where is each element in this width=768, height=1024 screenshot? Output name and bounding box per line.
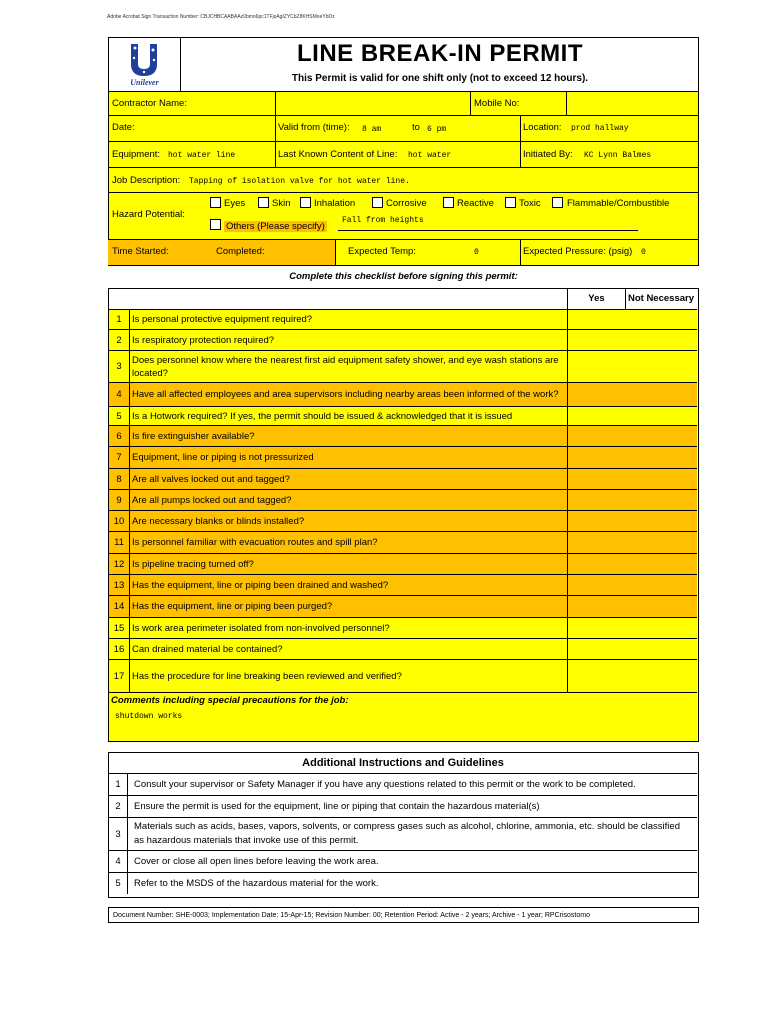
valid-from-label: Valid from (time):: [278, 122, 350, 133]
checklist-number: 5: [109, 407, 130, 425]
page-title: LINE BREAK-IN PERMIT: [297, 40, 583, 67]
completed-label: Completed:: [216, 246, 265, 257]
checklist-question: Is personal protective equipment required?: [130, 310, 567, 329]
checklist-question: Is respiratory protection required?: [130, 330, 567, 350]
checklist-not-necessary-cell[interactable]: [625, 330, 697, 350]
checklist-row: [109, 659, 697, 692]
checklist-number: 15: [109, 618, 130, 638]
checklist-number: 16: [109, 639, 130, 659]
checklist-number: 2: [109, 330, 130, 350]
checklist-question: Are all pumps locked out and tagged?: [130, 490, 567, 510]
checklist-question: Is personnel familiar with evacuation routes and spill plan?: [130, 532, 567, 553]
mobile-no-field[interactable]: [570, 98, 690, 110]
expected-pressure-value[interactable]: 0: [641, 248, 646, 257]
checklist-row: [109, 350, 697, 382]
checklist-number: 10: [109, 511, 130, 531]
checklist-yes-cell[interactable]: [567, 554, 626, 574]
checklist-question: Can drained material be contained?: [130, 639, 567, 659]
instruction-text: Refer to the MSDS of the hazardous material for the work.: [134, 877, 379, 889]
checklist-not-necessary-cell[interactable]: [625, 447, 697, 468]
checklist-yes-cell[interactable]: [567, 447, 626, 468]
instructions-title: Additional Instructions and Guidelines: [302, 757, 504, 769]
column-not-necessary: Not Necessary: [627, 293, 694, 304]
checklist-not-necessary-cell[interactable]: [625, 575, 697, 595]
checklist-not-necessary-cell[interactable]: [625, 554, 697, 574]
checklist-number: 7: [109, 447, 130, 468]
checklist-yes-cell[interactable]: [567, 469, 626, 489]
hazard-corrosive-label: Corrosive: [386, 198, 427, 209]
checklist-question: Does personnel know where the nearest first aid equipment safety shower, and eye wash stations are located?: [130, 351, 567, 382]
expected-temp-label: Expected Temp:: [348, 246, 416, 257]
checklist-not-necessary-cell[interactable]: [625, 618, 697, 638]
checklist-question: Is a Hotwork required? If yes, the permit should be issued & acknowledged that it is issued: [130, 407, 567, 425]
column-yes: Yes: [567, 289, 626, 309]
transaction-number: Adobe Acrobat Sign Transaction Number: CBJCHBCAABAAz0bmo6pc1TFjsAgIZYCbZ8KHSMoeYbDz: [107, 14, 335, 20]
checklist-row: [109, 595, 697, 617]
checklist-row: [109, 446, 697, 468]
hazard-toxic-checkbox[interactable]: [505, 197, 516, 208]
hazard-corrosive-checkbox[interactable]: [372, 197, 383, 208]
checklist-yes-cell[interactable]: [567, 532, 626, 553]
checklist-number: 3: [109, 351, 130, 382]
instruction-text: Consult your supervisor or Safety Manager if you have any questions related to this permit or the work to be completed.: [134, 778, 636, 790]
instruction-text: Ensure the permit is used for the equipment, line or piping that contain the hazardous material(s): [134, 800, 540, 812]
checklist-yes-cell[interactable]: [567, 575, 626, 595]
checklist-yes-cell[interactable]: [567, 511, 626, 531]
time-started-label: Time Started:: [112, 246, 169, 257]
hazard-others-value[interactable]: Fall from heights: [342, 216, 424, 225]
equipment-value[interactable]: hot water line: [168, 151, 236, 160]
checklist-question: Are all valves locked out and tagged?: [130, 469, 567, 489]
valid-to-value[interactable]: 6 pm: [427, 125, 447, 134]
checklist-row: [109, 468, 697, 489]
checklist-yes-cell[interactable]: [567, 330, 626, 350]
checklist-number: 12: [109, 554, 130, 574]
checklist-question: Is pipeline tracing turned off?: [130, 554, 567, 574]
unilever-logo: [109, 38, 181, 91]
instruction-number: 5: [109, 873, 128, 894]
checklist-question: Is work area perimeter isolated from non-involved personnel?: [130, 618, 567, 638]
valid-to-label: to: [412, 122, 420, 133]
instruction-number: 2: [109, 796, 128, 817]
instruction-number: 4: [109, 851, 128, 872]
checklist-number: 6: [109, 426, 130, 446]
document-footer: Document Number: SHE-0003; Implementation Date: 15-Apr-15; Revision Number: 00; Retention Period: Active - 2 years; Archive - 1 year; RPCrisostomo: [108, 907, 699, 923]
checklist-row: [109, 531, 697, 553]
checklist-not-necessary-cell[interactable]: [625, 469, 697, 489]
checklist-not-necessary-cell[interactable]: [625, 407, 697, 425]
checklist-row: [109, 425, 697, 446]
checklist-yes-cell[interactable]: [567, 596, 626, 617]
expected-temp-value[interactable]: 0: [474, 248, 479, 257]
checklist-not-necessary-cell[interactable]: [625, 426, 697, 446]
hazard-flammable-label: Flammable/Combustible: [567, 198, 670, 209]
checklist-row: [109, 489, 697, 510]
checklist-question: Has the equipment, line or piping been drained and washed?: [130, 575, 567, 595]
last-content-value[interactable]: hot water: [408, 151, 452, 160]
checklist-yes-cell[interactable]: [567, 351, 626, 382]
hazard-others-label: Others (Please specify): [226, 221, 325, 232]
hazard-others-checkbox[interactable]: [210, 219, 221, 230]
checklist-row: [109, 617, 697, 638]
logo-wordmark: Unilever: [130, 78, 159, 87]
instruction-number: 1: [109, 774, 128, 795]
checklist-number: 4: [109, 383, 130, 406]
checklist-number: 17: [109, 660, 130, 692]
instruction-row: [109, 817, 697, 850]
checklist-number: 13: [109, 575, 130, 595]
checklist-question: Equipment, line or piping is not pressurized: [130, 447, 567, 468]
checklist-not-necessary-cell[interactable]: [625, 383, 697, 406]
checklist-not-necessary-cell[interactable]: [625, 532, 697, 553]
checklist-row: [109, 309, 697, 329]
checklist-number: 14: [109, 596, 130, 617]
checklist-number: 9: [109, 490, 130, 510]
checklist-row: [109, 553, 697, 574]
instruction-text: Cover or close all open lines before leaving the work area.: [134, 855, 379, 867]
checklist-question: Have all affected employees and area supervisors including nearby areas been informed of the work?: [130, 383, 567, 406]
location-value[interactable]: prod hallway: [571, 124, 629, 133]
checklist-question: Is fire extinguisher available?: [130, 426, 567, 446]
instruction-row: [109, 872, 697, 894]
hazard-toxic-label: Toxic: [519, 198, 541, 209]
checklist-yes-cell[interactable]: [567, 639, 626, 659]
equipment-label: Equipment:: [112, 149, 161, 160]
checklist-intro: Complete this checklist before signing this permit:: [289, 271, 518, 282]
last-content-label: Last Known Content of Line:: [278, 149, 398, 160]
checklist-yes-cell[interactable]: [567, 490, 626, 510]
checklist-number: 11: [109, 532, 130, 553]
checklist-not-necessary-cell[interactable]: [625, 511, 697, 531]
hazard-skin-checkbox[interactable]: [258, 197, 269, 208]
checklist-not-necessary-cell[interactable]: [625, 660, 697, 692]
instruction-text: Materials such as acids, bases, vapors, solvents, or compress gases such as alcohol, chlorine, ammonia, etc. should be classified as hazardous materials that invoke use of this permit.: [134, 821, 680, 846]
checklist-question: Has the equipment, line or piping been purged?: [130, 596, 567, 617]
hazard-eyes-checkbox[interactable]: [210, 197, 221, 208]
checklist-yes-cell[interactable]: [567, 660, 626, 692]
hazard-inhalation-label: Inhalation: [314, 198, 356, 209]
job-description-label: Job Description:: [112, 175, 181, 186]
checklist-row: [109, 510, 697, 531]
contractor-name-label: Contractor Name:: [112, 98, 187, 109]
checklist-yes-cell[interactable]: [567, 618, 626, 638]
mobile-no-label: Mobile No:: [474, 98, 520, 109]
job-description-value[interactable]: Tapping of isolation valve for hot water line.: [189, 177, 410, 186]
checklist-number: 1: [109, 310, 130, 329]
checklist-yes-cell[interactable]: [567, 383, 626, 406]
checklist-row: [109, 406, 697, 425]
checklist-row: [109, 329, 697, 350]
initiated-by-label: Initiated By:: [523, 149, 573, 160]
checklist-yes-cell[interactable]: [567, 310, 626, 329]
hazard-flammable-checkbox[interactable]: [552, 197, 563, 208]
checklist-not-necessary-cell[interactable]: [625, 310, 697, 329]
checklist-table: [108, 288, 699, 742]
checklist-not-necessary-cell[interactable]: [625, 596, 697, 617]
checklist-question: Are necessary blanks or blinds installed?: [130, 511, 567, 531]
hazard-reactive-label: Reactive: [457, 198, 494, 209]
instruction-row: [109, 795, 697, 817]
checklist-not-necessary-cell[interactable]: [625, 639, 697, 659]
expected-pressure-label: Expected Pressure: (psig): [523, 246, 633, 257]
hazard-potential-label: Hazard Potential:: [112, 209, 185, 220]
valid-from-value[interactable]: 8 am: [362, 125, 382, 134]
comments-value[interactable]: shutdown works: [115, 712, 183, 721]
initiated-by-value[interactable]: KC Lynn Balmes: [584, 151, 652, 160]
comments-section: [109, 692, 697, 741]
checklist-yes-cell[interactable]: [567, 407, 626, 425]
hazard-eyes-label: Eyes: [224, 198, 246, 209]
hazard-reactive-checkbox[interactable]: [443, 197, 454, 208]
checklist-not-necessary-cell[interactable]: [625, 351, 697, 382]
instruction-row: [109, 850, 697, 872]
checklist-row: [109, 382, 697, 406]
checklist-number: 8: [109, 469, 130, 489]
location-label: Location:: [523, 122, 562, 133]
instruction-number: 3: [109, 818, 128, 850]
hazard-inhalation-checkbox[interactable]: [300, 197, 311, 208]
comments-label: Comments including special precautions for the job:: [111, 695, 349, 706]
checklist-yes-cell[interactable]: [567, 426, 626, 446]
hazard-skin-label: Skin: [272, 198, 291, 209]
checklist-question: Has the procedure for line breaking been reviewed and verified?: [130, 660, 567, 692]
checklist-not-necessary-cell[interactable]: [625, 490, 697, 510]
checklist-row: [109, 638, 697, 659]
instructions-table: [108, 752, 699, 898]
date-label: Date:: [112, 122, 135, 133]
page-subtitle: This Permit is valid for one shift only (not to exceed 12 hours).: [291, 73, 589, 84]
instruction-row: [109, 773, 697, 795]
checklist-row: [109, 574, 697, 595]
